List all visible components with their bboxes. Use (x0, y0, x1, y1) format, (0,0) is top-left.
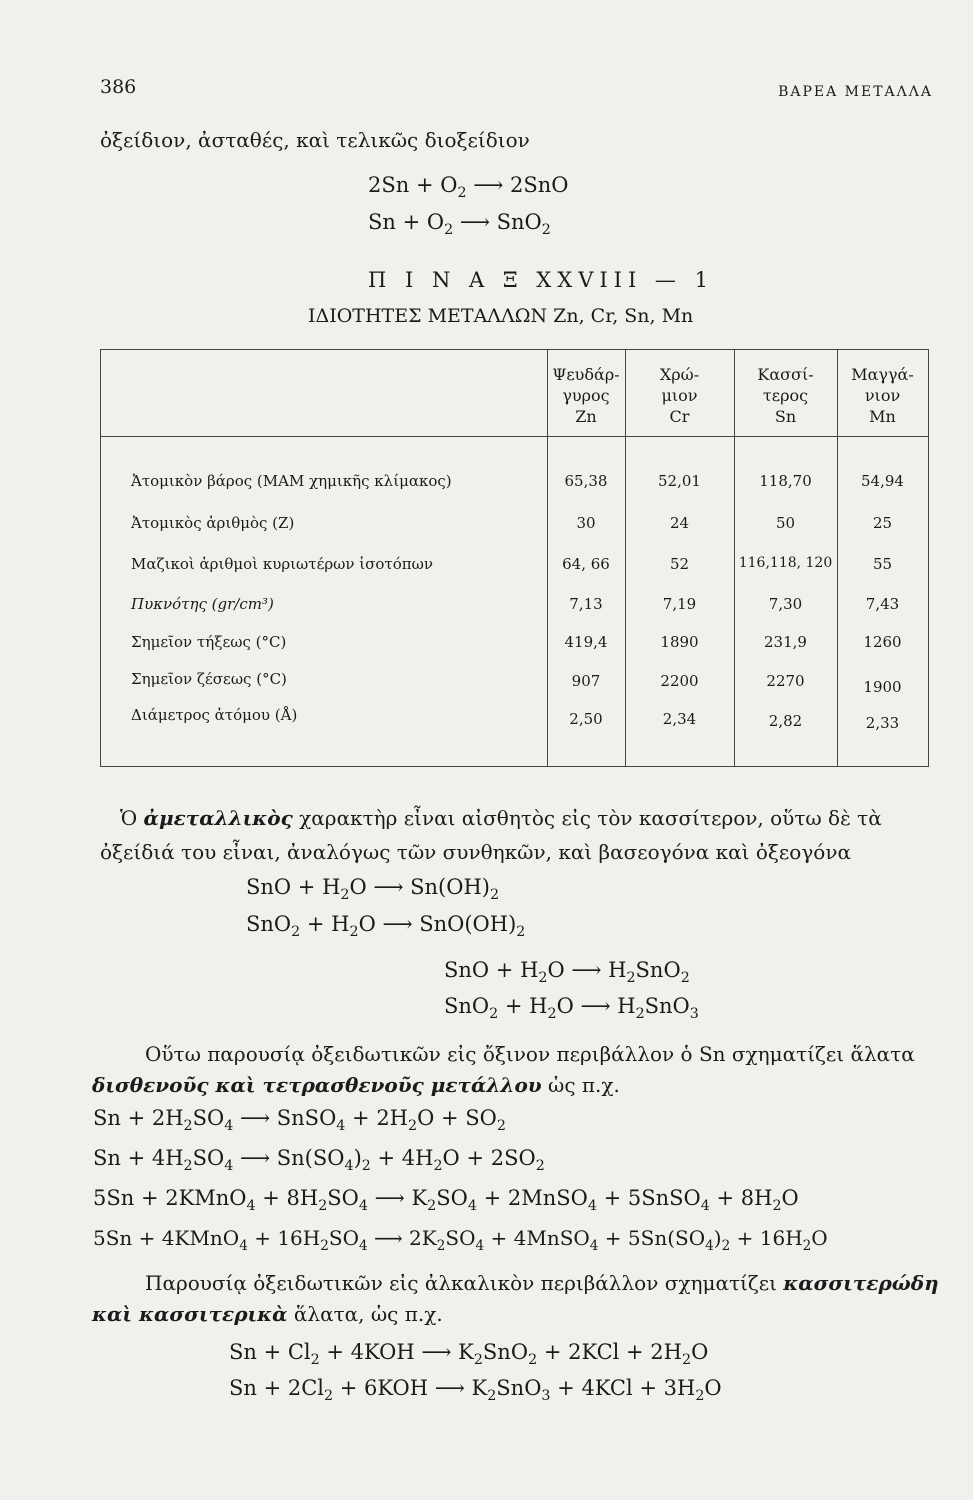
paragraph-2-line-1: Οὕτω παρουσίᾳ ὀξειδωτικῶν εἰς ὄξινον περιβάλλον ὁ Sn σχηματίζει ἅλατα (145, 1042, 915, 1066)
table-cell: 1260 (863, 633, 902, 651)
table-cell: 419,4 (564, 633, 608, 651)
paragraph-1-line-2: ὀξείδιά του εἶναι, ἀναλόγως τῶν συνθηκῶν, καὶ βασεογόνα καὶ ὀξεογόνα (100, 840, 851, 864)
equation-mid-4: $SnO_2 + H_2O$ ⟶ $H_2SnO_3$ (444, 994, 699, 1023)
column-header-mn: Μαγγά- νιον Mn (851, 365, 914, 426)
column-header-cr: Χρώ- μιον Cr (659, 365, 700, 426)
equation-mid-2: $SnO_2 + H_2O$ ⟶ $SnO(OH)_2$ (246, 912, 526, 941)
table-cell: 55 (872, 555, 893, 573)
equation-mid-3: SnO + $H_2O$ ⟶ $H_2SnO_2$ (444, 958, 690, 987)
running-title: ΒΑΡΕΑ ΜΕΤΑΛΛΑ (778, 84, 933, 100)
table-cell: 50 (775, 514, 796, 532)
paragraph-2-line-2: δισθενοῦς καὶ τετρασθενοῦς μετάλλου ὡς π.χ. (92, 1073, 620, 1097)
equation-alkali-1: $Sn + Cl_2 + 4KOH$ ⟶ $K_2SnO_2 + 2KCl + 2H_2O$ (229, 1340, 709, 1369)
table-cell: 2200 (660, 672, 699, 690)
row-label-mass-numbers: Μαζικοὶ ἀριθμοὶ κυριωτέρων ἰσοτόπων (131, 555, 433, 573)
equation-acid-2: $Sn + 4H_2SO_4$ ⟶ $Sn(SO_4)_2 + 4H_2O + 2SO_2$ (93, 1146, 545, 1175)
table-cell: 2,50 (569, 710, 603, 728)
table-cell: 24 (669, 514, 690, 532)
equation-top-2: $Sn + O_2$ ⟶ SnO$_2$ (368, 210, 551, 239)
table-cell: 30 (576, 514, 596, 532)
table-cell: 65,38 (564, 472, 608, 490)
table-cell: 118,70 (759, 472, 812, 490)
table-cell: 1900 (863, 678, 902, 696)
equation-mid-1: SnO + $H_2O$ ⟶ $Sn(OH)_2$ (246, 875, 500, 904)
table-cell: 116,118, 120 (738, 555, 833, 571)
equation-acid-1: $Sn + 2H_2SO_4$ ⟶ SnSO$_4$ + $2H_2O + SO_2$ (93, 1106, 506, 1135)
table-cell: 2,34 (662, 710, 697, 728)
column-header-sn: Κασσί- τερος Sn (757, 365, 814, 426)
table-cell: 2,82 (768, 712, 803, 730)
paragraph-3-line-1: Παρουσίᾳ ὀξειδωτικῶν εἰς ἀλκαλικὸν περιβάλλον σχηματίζει κασσιτερώδη (145, 1271, 939, 1295)
table-header-rule (101, 436, 928, 437)
equation-top-1: $2Sn + O_2$ ⟶ 2SnO (368, 173, 569, 202)
table-cell: 7,43 (865, 595, 900, 613)
row-label-atomic-number: Ἀτομικὸς ἀριθμὸς (Z) (131, 514, 295, 532)
table-cell: 7,30 (768, 595, 803, 613)
row-label-melting-point: Σημεῖον τήξεως (°C) (131, 633, 287, 651)
table-cell: 907 (571, 672, 601, 690)
table-cell: 54,94 (861, 472, 904, 490)
equation-acid-4: 5Sn + 4KMnO$_4$ + $16H_2SO_4$ ⟶ $2K_2SO_4$ + 4MnSO$_4$ + $5Sn(SO_4)_2 + 16H_2O$ (93, 1226, 828, 1254)
table-subtitle: ΙΔΙΟΤΗΤΕΣ ΜΕΤΑΛΛΩΝ Zn, Cr, Sn, Mn (308, 305, 694, 327)
table-cell: 231,9 (764, 633, 807, 651)
row-label-atomic-weight: Ἀτομικὸν βάρος (ΜΑΜ χημικῆς κλίμακος) (131, 472, 452, 490)
equation-alkali-2: $Sn + 2Cl_2 + 6KOH$ ⟶ $K_2SnO_3 + 4KCl + 3H_2O$ (229, 1376, 722, 1405)
table-cell: 25 (872, 514, 893, 532)
table-cell: 1890 (660, 633, 699, 651)
paragraph-1-line-1: Ὁ ἀμεταλλικὸς χαρακτὴρ εἶναι αἰσθητὸς εἰς τὸν κασσίτερον, οὕτω δὲ τὰ (120, 806, 882, 830)
intro-line: ὀξείδιον, ἀσταθές, καὶ τελικῶς διοξείδιον (100, 128, 530, 152)
row-label-density: Πυκνότης (gr/cm³) (131, 595, 274, 613)
page-number: 386 (100, 76, 137, 98)
properties-table (100, 349, 929, 767)
table-cell: 7,13 (569, 595, 603, 613)
table-cell: 2270 (766, 672, 805, 690)
table-cell: 2,33 (865, 714, 900, 732)
row-label-atomic-diameter: Διάμετρος ἀτόμου (Å) (131, 706, 298, 724)
table-cell: 64, 66 (562, 555, 610, 573)
table-cell: 52,01 (658, 472, 701, 490)
table-cell: 7,19 (662, 595, 697, 613)
equation-acid-3: 5Sn + 2KMnO$_4$ + $8H_2SO_4$ ⟶ $K_2SO_4$ + 2MnSO$_4$ + 5SnSO$_4$ + $8H_2O$ (93, 1186, 799, 1215)
paragraph-3-line-2: καὶ κασσιτερικὰ ἅλατα, ὡς π.χ. (92, 1302, 443, 1326)
table-title: Π Ι Ν Α Ξ XXVIII — 1 (368, 268, 714, 292)
column-header-zn: Ψευδάρ- γυρος Zn (552, 365, 620, 426)
table-cell: 52 (669, 555, 690, 573)
row-label-boiling-point: Σημεῖον ζέσεως (°C) (131, 670, 287, 688)
